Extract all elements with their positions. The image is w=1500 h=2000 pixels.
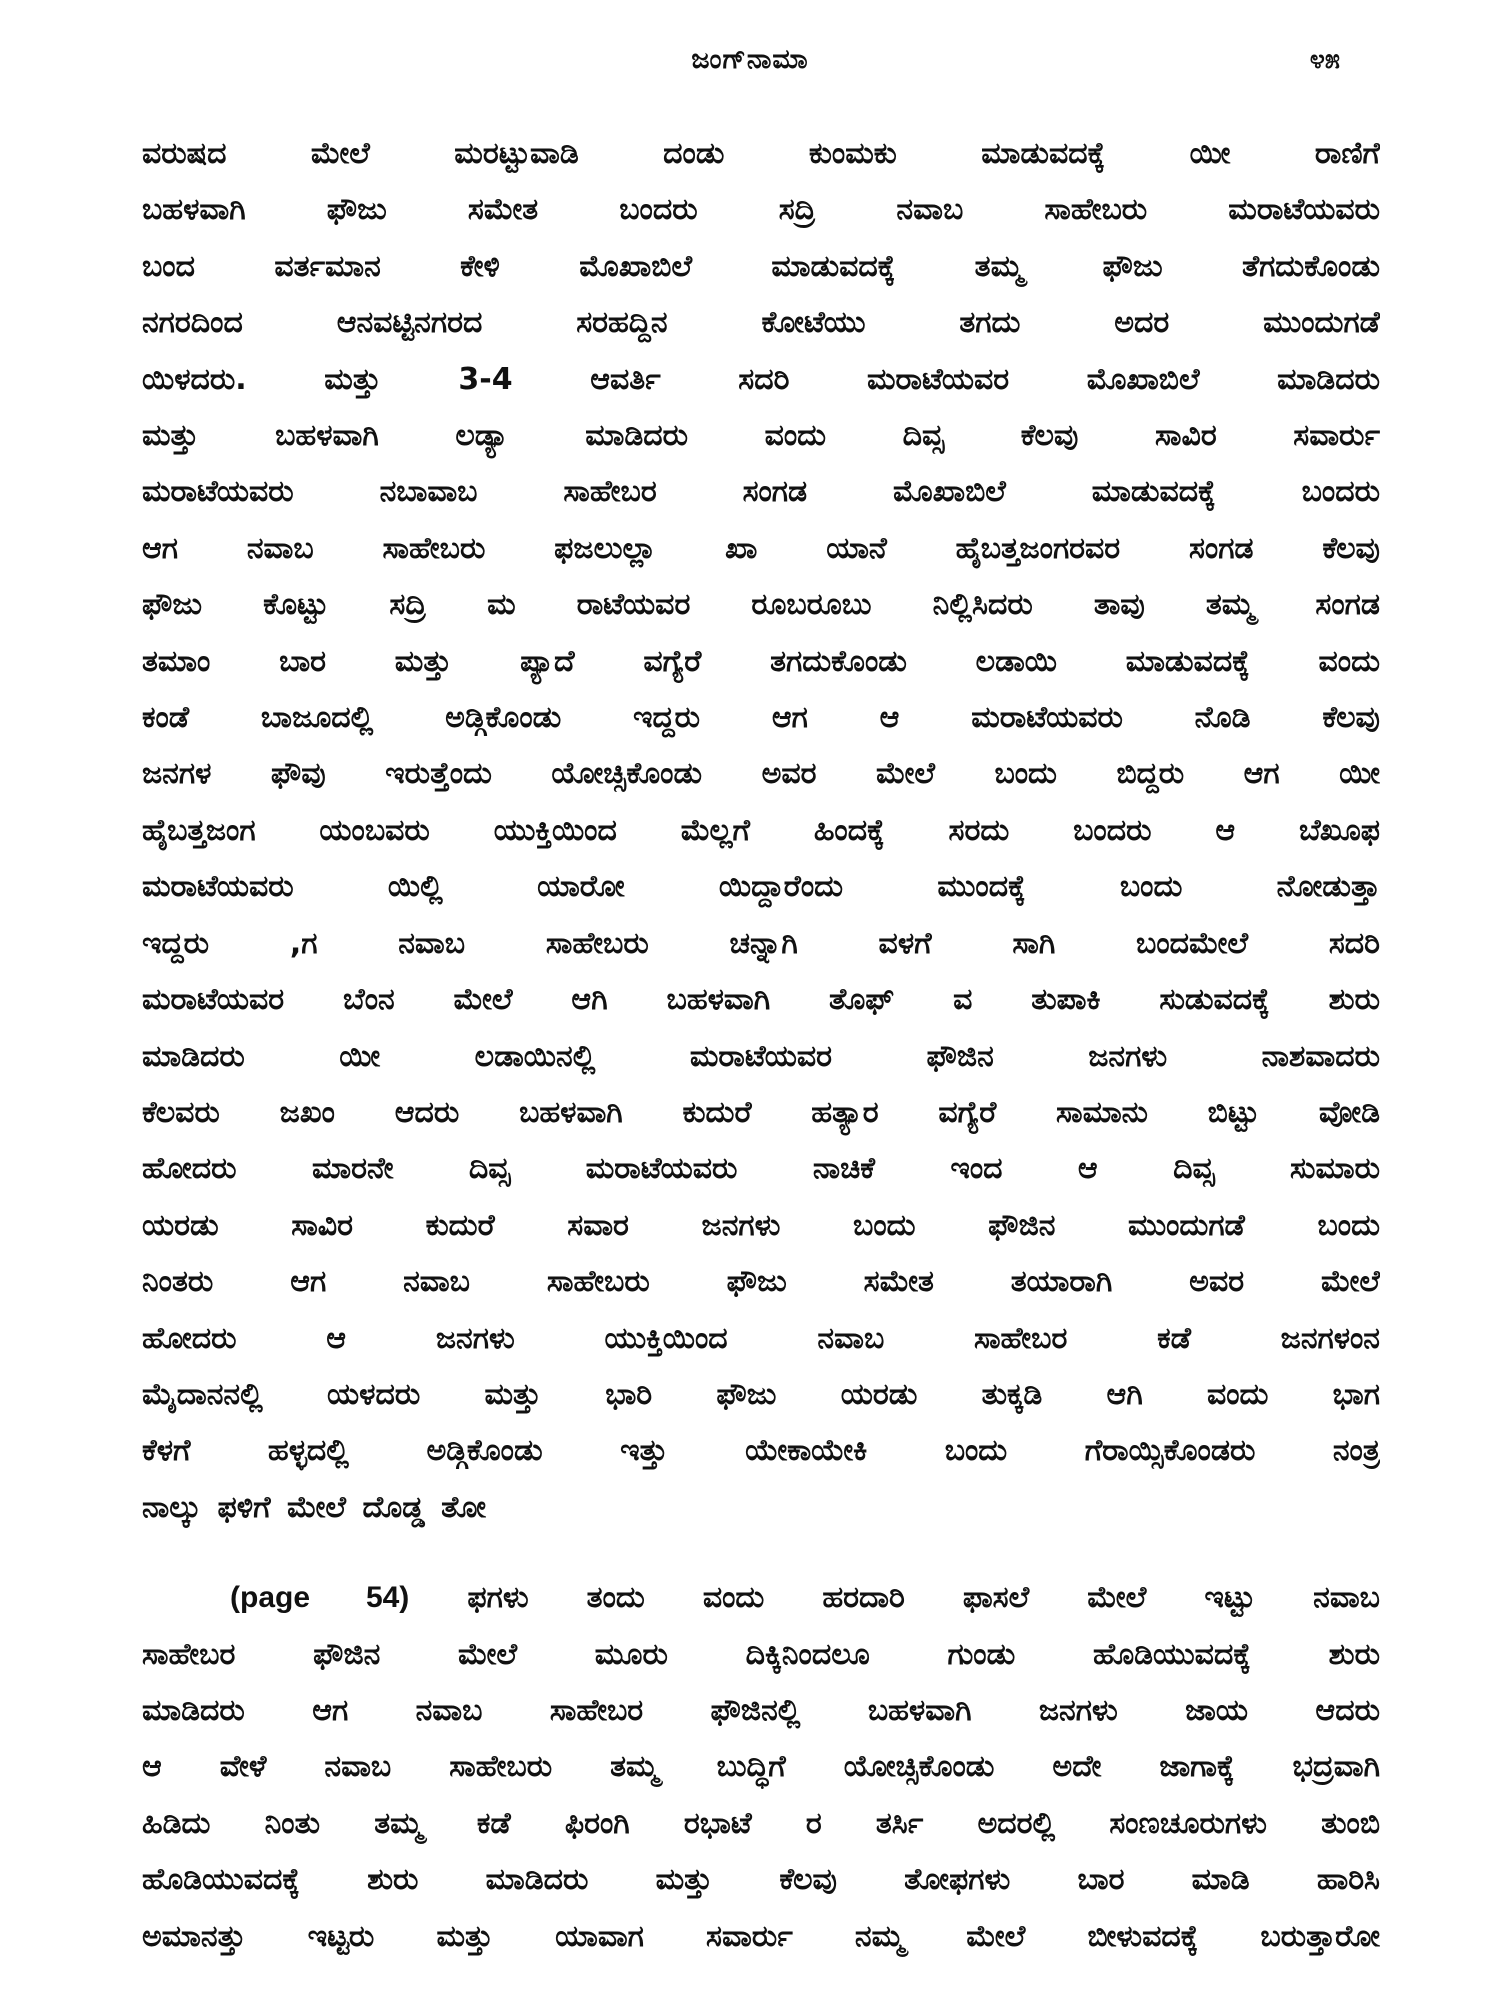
text-line: ಫೌಜು ಕೊಟ್ಟು ಸದ್ರಿ ಮ ರಾಟೆಯವರ ರೂಬರೂಬು ನಿಲ್ಲಿಸಿದರು ತಾವು ತಮ್ಮ ಸಂಗಡ bbox=[142, 587, 1380, 623]
text-line: ಜನಗಳ ಫೌವು ಇರುತ್ತೆಂದು ಯೋಚ್ಸಿಕೊಂಡು ಅವರ ಮೇಲೆ ಬಂದು ಬಿದ್ದರು ಆಗ ಯೀ bbox=[142, 756, 1380, 792]
text-line-content: ಫಗಳು ತಂದು ವಂದು ಹರದಾರಿ ಫಾಸಲೆ ಮೇಲೆ ಇಟ್ಟು ನವಾಬ bbox=[467, 1580, 1380, 1616]
text-line: ಹಿಡಿದು ನಿಂತು ತಮ್ಮ ಕಡೆ ಫಿರಂಗಿ ರಭಾಟೆ ರ ತರ್ಸಿ ಅದರಲ್ಲಿ ಸಂಣಚೂರುಗಳು ತುಂಬಿ bbox=[142, 1805, 1380, 1841]
text-line: ಯರಡು ಸಾವಿರ ಕುದುರೆ ಸವಾರ ಜನಗಳು ಬಂದು ಫೌಜಿನ ಮುಂದುಗಡೆ ಬಂದು bbox=[142, 1207, 1380, 1243]
paragraph-gap bbox=[142, 1536, 1380, 1570]
page-reference: (page 54) bbox=[230, 1581, 410, 1615]
text-line: ಹೋದರು ಮಾರನೇ ದಿವ್ಸ ಮರಾಟೆಯವರು ನಾಚಿಕೆ ಇಂದ ಆ ದಿವ್ಸ ಸುಮಾರು bbox=[142, 1151, 1380, 1187]
text-line: ತಮಾಂ ಬಾರ ಮತ್ತು ಪ್ಯಾದೆ ವಗ್ಯೆರೆ ತಗದುಕೊಂಡು ಲಡಾಯಿ ಮಾಡುವದಕ್ಕೆ ವಂದು bbox=[142, 643, 1380, 679]
text-line: ಬಹಳವಾಗಿ ಫೌಜು ಸಮೇತ ಬಂದರು ಸದ್ರಿ ನವಾಬ ಸಾಹೇಬರು ಮರಾಟೆಯವರು bbox=[142, 192, 1380, 228]
paragraph-1 bbox=[142, 126, 1380, 1536]
text-line bbox=[142, 1570, 1380, 1626]
text-line: ವರುಷದ ಮೇಲೆ ಮರಟ್ಟುವಾಡಿ ದಂಡು ಕುಂಮಕು ಮಾಡುವದಕ್ಕೆ ಯೀ ರಾಣಿಗೆ bbox=[142, 136, 1380, 171]
running-title: ಜಂಗ್‌ನಾಮಾ bbox=[691, 44, 809, 75]
text-line: ಹೈಬತ್ತಜಂಗ ಯಂಬವರು ಯುಕ್ತಿಯಿಂದ ಮೆಲ್ಲಗೆ ಹಿಂದಕ್ಕೆ ಸರದು ಬಂದರು ಆ ಬೆಖೂಫ bbox=[142, 812, 1380, 848]
text-line: ಹೋದರು ಆ ಜನಗಳು ಯುಕ್ತಿಯಿಂದ ನವಾಬ ಸಾಹೇಬರ ಕಡೆ ಜನಗಳಂನ bbox=[142, 1320, 1380, 1356]
text-line: ಆಗ ನವಾಬ ಸಾಹೇಬರು ಫಜಲುಲ್ಲಾ ಖಾ ಯಾನೆ ಹೈಬತ್ತಜಂಗರವರ ಸಂಗಡ ಕೆಲವು bbox=[142, 530, 1380, 566]
text-line: ನಿಂತರು ಆಗ ನವಾಬ ಸಾಹೇಬರು ಫೌಜು ಸಮೇತ ತಯಾರಾಗಿ ಅವರ ಮೇಲೆ bbox=[142, 1264, 1380, 1300]
page-number: ೪೫ bbox=[1309, 44, 1340, 75]
text-line: ಮರಾಟೆಯವರು ನಬಾವಾಬ ಸಾಹೇಬರ ಸಂಗಡ ಮೊಖಾಬಿಲೆ ಮಾಡುವದಕ್ಕೆ ಬಂದರು bbox=[142, 474, 1380, 510]
paragraph-2 bbox=[142, 1570, 1380, 1965]
text-line: ಯಿಳದರು. ಮತ್ತು 3-4 ಆವರ್ತಿ ಸದರಿ ಮರಾಟೆಯವರ ಮೊಖಾಬಿಲೆ ಮಾಡಿದರು bbox=[142, 361, 1380, 397]
text-line: ಮರಾಟೆಯವರ ಬೆಂನ ಮೇಲೆ ಆಗಿ ಬಹಳವಾಗಿ ತೊಫ್ ವ ತುಪಾಕಿ ಸುಡುವದಕ್ಕೆ ಶುರು bbox=[142, 982, 1380, 1018]
text-line: ಆ ವೇಳೆ ನವಾಬ ಸಾಹೇಬರು ತಮ್ಮ ಬುದ್ಧಿಗೆ ಯೋಚ್ಸಿಕೊಂಡು ಅದೇ ಜಾಗಾಕ್ಕೆ ಭದ್ರವಾಗಿ bbox=[142, 1749, 1380, 1785]
text-line: ಮಾಡಿದರು ಯೀ ಲಡಾಯಿನಲ್ಲಿ ಮರಾಟೆಯವರ ಫೌಜಿನ ಜನಗಳು ನಾಶವಾದರು bbox=[142, 1038, 1380, 1074]
text-line: ಮರಾಟೆಯವರು ಯಿಲ್ಲಿ ಯಾರೋ ಯಿದ್ದಾರೆಂದು ಮುಂದಕ್ಕೆ ಬಂದು ನೋಡುತ್ತಾ bbox=[142, 869, 1380, 905]
text-line: ಬಂದ ವರ್ತಮಾನ ಕೇಳಿ ಮೊಖಾಬಿಲೆ ಮಾಡುವದಕ್ಕೆ ತಮ್ಮ ಫೌಜು ತೆಗದುಕೊಂಡು bbox=[142, 248, 1380, 284]
text-line-last: ನಾಲ್ಕು ಫಳಿಗೆ ಮೇಲೆ ದೊಡ್ಡ ತೋ bbox=[142, 1489, 486, 1525]
running-header bbox=[0, 44, 1500, 84]
text-line: ಕೆಲವರು ಜಖಂ ಆದರು ಬಹಳವಾಗಿ ಕುದುರೆ ಹತ್ಯಾರ ವಗ್ಯೆರೆ ಸಾಮಾನು ಬಿಟ್ಟು ವೋಡಿ bbox=[142, 1094, 1380, 1130]
text-line: ಕಂಡೆ ಬಾಜೂದಲ್ಲಿ ಅಡ್ಗಿಕೊಂಡು ಇದ್ದರು ಆಗ ಆ ಮರಾಟೆಯವರು ನೊಡಿ ಕೆಲವು bbox=[142, 700, 1380, 736]
text-line: ನಗರದಿಂದ ಆನವಟ್ಟಿನಗರದ ಸರಹದ್ದಿನ ಕೋಟೆಯು ತಗದು ಅದರ ಮುಂದುಗಡೆ bbox=[142, 305, 1380, 341]
text-line: ಕೆಳಗೆ ಹಳ್ಳದಲ್ಲಿ ಅಡ್ಗಿಕೊಂಡು ಇತ್ತು ಯೇಕಾಯೇಕಿ ಬಂದು ಗೆರಾಯ್ಸಿಕೊಂಡರು ನಂತ್ರ bbox=[142, 1433, 1380, 1469]
text-line: ಮತ್ತು ಬಹಳವಾಗಿ ಲಡ್ಯಾ ಮಾಡಿದರು ವಂದು ದಿವ್ಸ ಕೆಲವು ಸಾವಿರ ಸವಾರ್ರು bbox=[142, 418, 1380, 454]
body-text bbox=[142, 126, 1380, 1965]
text-line: ಸಾಹೇಬರ ಫೌಜಿನ ಮೇಲೆ ಮೂರು ದಿಕ್ಕಿನಿಂದಲೂ ಗುಂಡು ಹೊಡಿಯುವದಕ್ಕೆ ಶುರು bbox=[142, 1636, 1380, 1672]
text-line: ಅಮಾನತ್ತು ಇಟ್ಟರು ಮತ್ತು ಯಾವಾಗ ಸವಾರ್ರು ನಮ್ಮ ಮೇಲೆ ಬೀಳುವದಕ್ಕೆ ಬರುತ್ತಾರೋ bbox=[142, 1918, 1380, 1954]
text-line: ಮೈದಾನನಲ್ಲಿ ಯಳದರು ಮತ್ತು ಭಾರಿ ಫೌಜು ಯರಡು ತುಕ್ಕಡಿ ಆಗಿ ವಂದು ಭಾಗ bbox=[142, 1376, 1380, 1412]
text-line: ಇದ್ದರು ,ಗ ನವಾಬ ಸಾಹೇಬರು ಚನ್ನಾಗಿ ವಳಗೆ ಸಾಗಿ ಬಂದಮೇಲೆ ಸದರಿ bbox=[142, 925, 1380, 961]
text-line: ಹೊಡಿಯುವದಕ್ಕೆ ಶುರು ಮಾಡಿದರು ಮತ್ತು ಕೆಲವು ತೋಫಗಳು ಬಾರ ಮಾಡಿ ಹಾರಿಸಿ bbox=[142, 1862, 1380, 1898]
text-line: ಮಾಡಿದರು ಆಗ ನವಾಬ ಸಾಹೇಬರ ಫೌಜಿನಲ್ಲಿ ಬಹಳವಾಗಿ ಜನಗಳು ಜಾಯ ಆದರು bbox=[142, 1692, 1380, 1728]
